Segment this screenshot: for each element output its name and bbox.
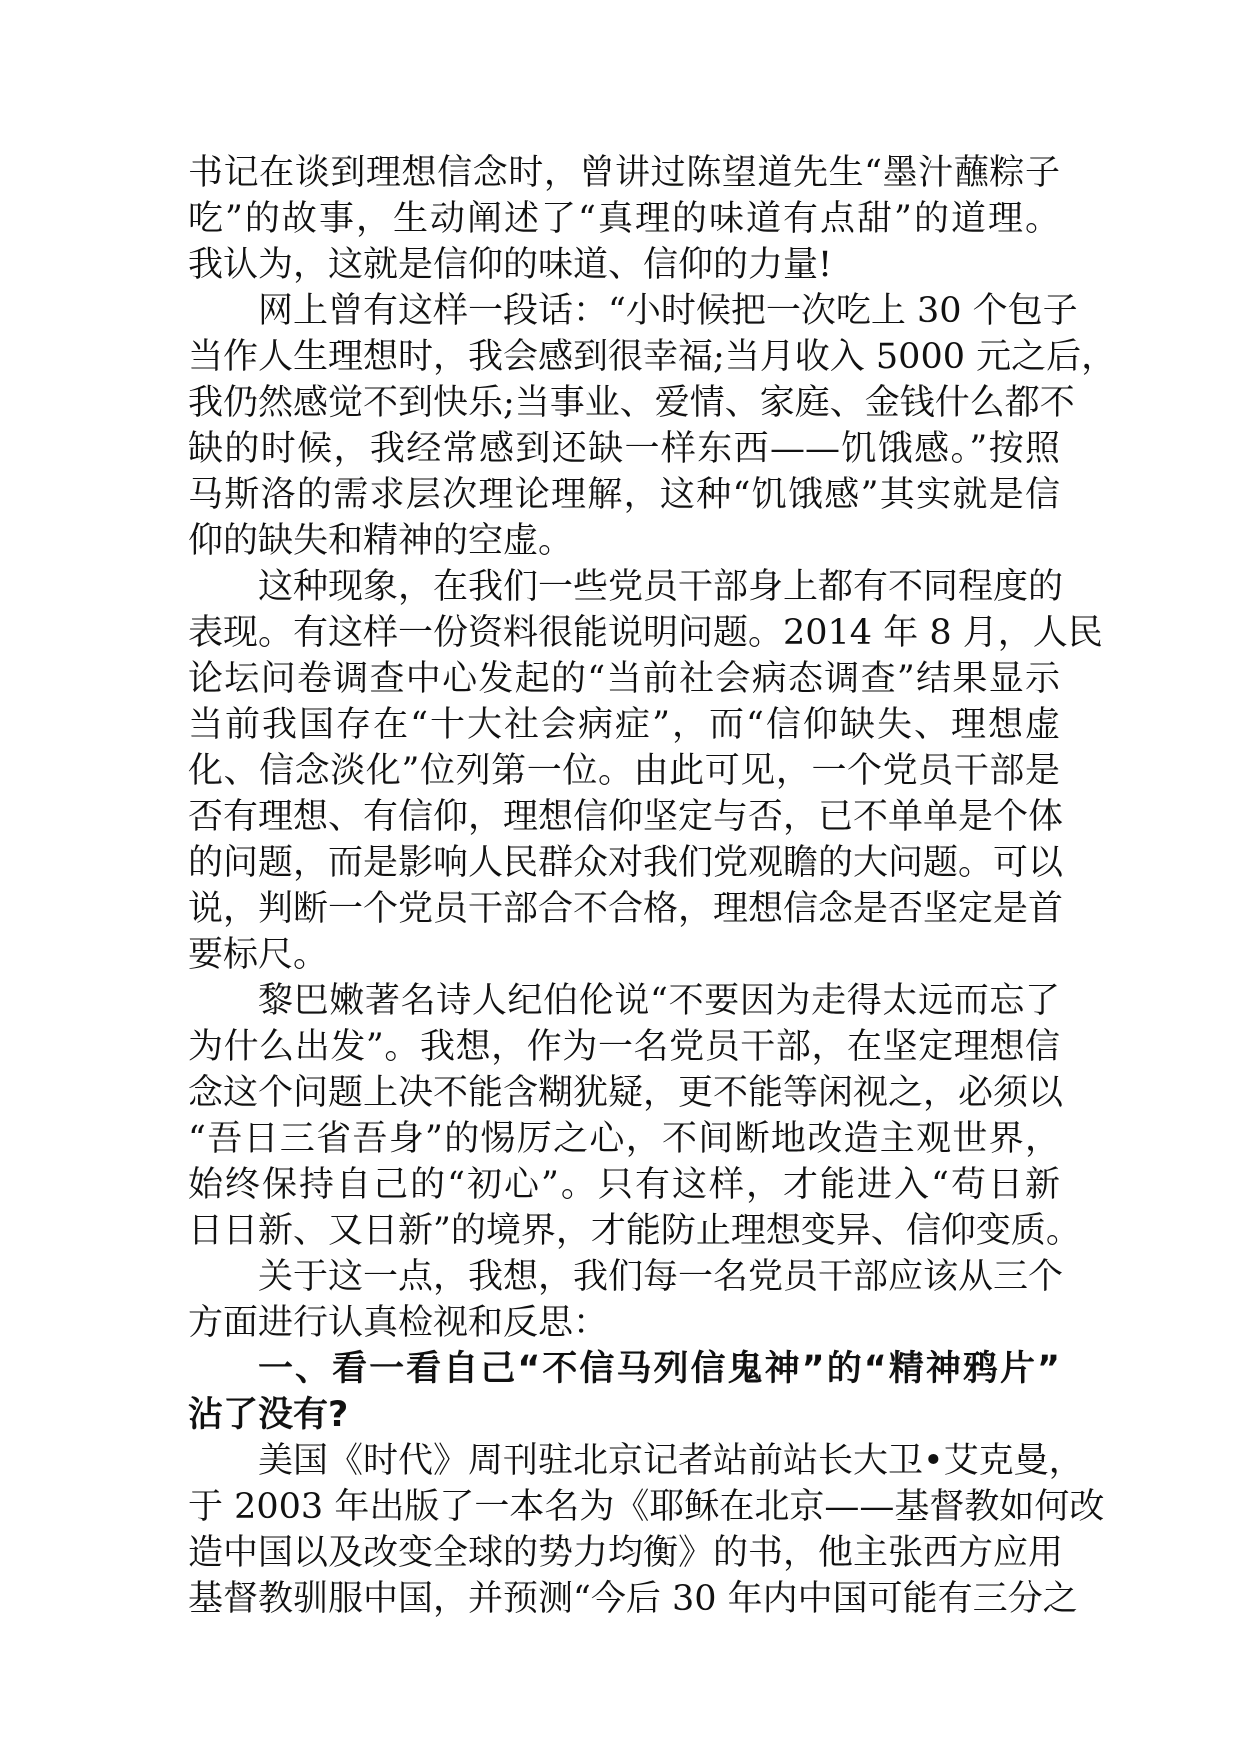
- text-line: “吾日三省吾身”的惕厉之心，不间断地改造主观世界，: [188, 1119, 1060, 1159]
- text-line: 我认为，这就是信仰的味道、信仰的力量!: [188, 245, 833, 285]
- text-line: 当作人生理想时，我会感到很幸福;当月收入 5000 元之后，: [188, 337, 1117, 377]
- text-line: 马斯洛的需求层次理论理解，这种“饥饿感”其实就是信: [188, 475, 1060, 515]
- paragraph-first-line: 美国《时代》周刊驻北京记者站前站长大卫•艾克曼，: [258, 1441, 1084, 1481]
- text-line: 缺的时候，我经常感到还缺一样东西——饥饿感。”按照: [188, 429, 1060, 469]
- text-line: 为什么出发”。我想，作为一名党员干部，在坚定理想信: [188, 1027, 1060, 1067]
- paragraph-first-line: 网上曾有这样一段话：“小时候把一次吃上 30 个包子: [258, 291, 1078, 331]
- text-line: 念这个问题上决不能含糊犹疑，更不能等闲视之，必须以: [188, 1073, 1064, 1113]
- text-line: 方面进行认真检视和反思：: [188, 1303, 609, 1343]
- document-page: [188, 150, 1117, 1622]
- text-line: 否有理想、有信仰，理想信仰坚定与否，已不单单是个体: [188, 797, 1064, 837]
- text-line: 的问题，而是影响人民群众对我们党观瞻的大问题。可以: [188, 843, 1064, 883]
- text-line: 日日新、又日新”的境界，才能防止理想变异、信仰变质。: [188, 1211, 1081, 1251]
- text-line: 基督教驯服中国，并预测“今后 30 年内中国可能有三分之: [188, 1579, 1078, 1619]
- text-line: 书记在谈到理想信念时，曾讲过陈望道先生“墨汁蘸粽子: [188, 153, 1060, 193]
- text-line: 当前我国存在“十大社会病症”，而“信仰缺失、理想虚: [188, 705, 1060, 745]
- text-line: 仰的缺失和精神的空虚。: [188, 521, 574, 561]
- paragraph-first-line: 这种现象，在我们一些党员干部身上都有不同程度的: [258, 567, 1064, 607]
- text-line: 造中国以及改变全球的势力均衡》的书，他主张西方应用: [188, 1533, 1064, 1573]
- paragraph-first-line: 关于这一点，我想，我们每一名党员干部应该从三个: [258, 1257, 1064, 1297]
- text-line: 于 2003 年出版了一本名为《耶稣在北京——基督教如何改: [188, 1487, 1105, 1527]
- text-line: 表现。有这样一份资料很能说明问题。2014 年 8 月，人民: [188, 613, 1103, 653]
- text-line: 论坛问卷调查中心发起的“当前社会病态调查”结果显示: [188, 659, 1060, 699]
- text-line: 说，判断一个党员干部合不合格，理想信念是否坚定是首: [188, 889, 1064, 929]
- section-heading: 一、看一看自己“不信马列信鬼神”的“精神鸦片”: [258, 1349, 1060, 1389]
- text-line: 吃”的故事，生动阐述了“真理的味道有点甜”的道理。: [188, 199, 1060, 239]
- text-line: 我仍然感觉不到快乐;当事业、爱情、家庭、金钱什么都不: [188, 383, 1075, 423]
- text-line: 要标尺。: [188, 935, 329, 975]
- text-line: 化、信念淡化”位列第一位。由此可见，一个党员干部是: [188, 751, 1060, 791]
- paragraph-first-line: 黎巴嫩著名诗人纪伯伦说“不要因为走得太远而忘了: [258, 981, 1060, 1021]
- section-heading-continuation: 沾了没有?: [188, 1395, 349, 1435]
- text-line: 始终保持自己的“初心”。只有这样，才能进入“苟日新: [188, 1165, 1060, 1205]
